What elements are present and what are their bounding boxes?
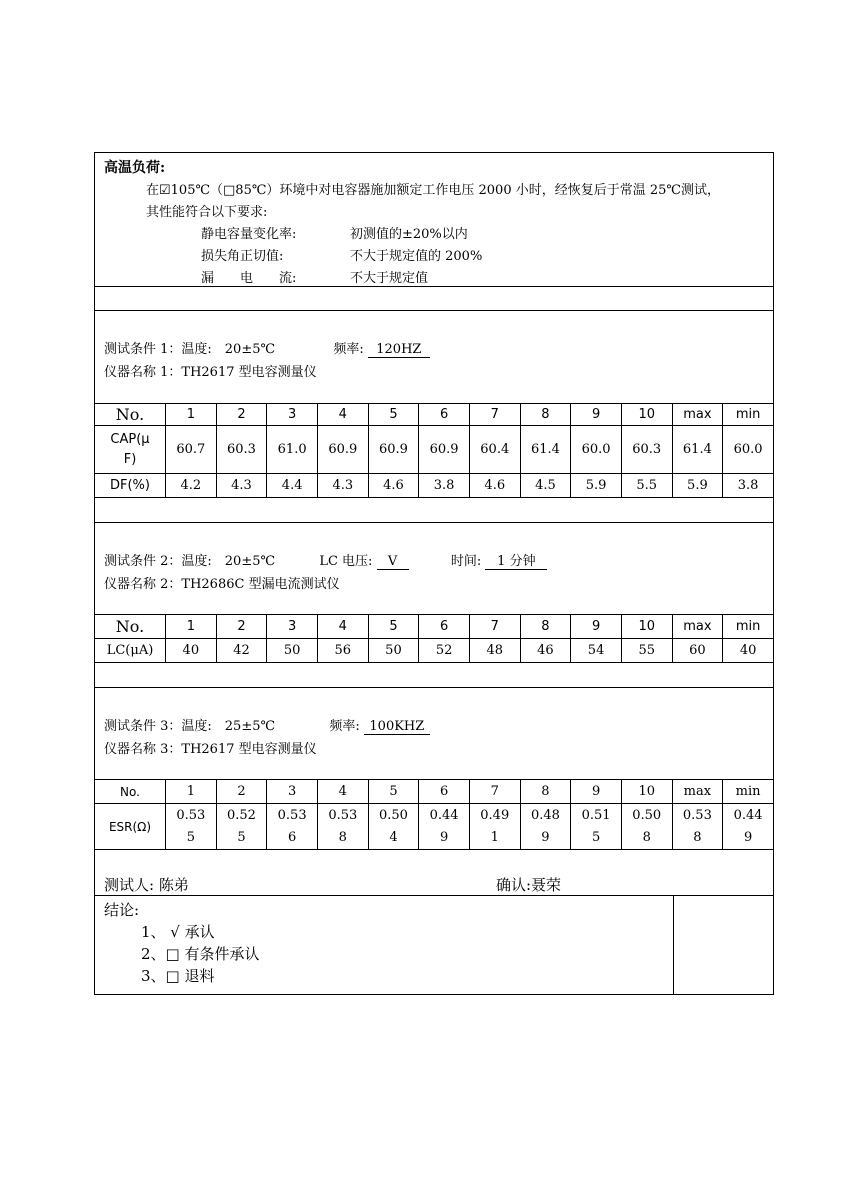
condition-2-lc-voltage: V <box>377 554 409 570</box>
df-cell: 4.6 <box>368 474 419 498</box>
esr-row <box>95 804 774 850</box>
req-df-value: 不大于规定值的 200% <box>350 249 483 264</box>
header-9: 9 <box>571 615 622 639</box>
condition-3-instrument: 仪器名称 3：TH2617 型电容测量仪 <box>104 742 317 757</box>
df-cell: 4.2 <box>166 474 217 498</box>
section-title: 高温负荷: <box>104 160 166 176</box>
confirmer-name: 确认:聂荣 <box>496 876 562 894</box>
lc-cell: 60 <box>672 639 723 663</box>
cap-cell: 60.4 <box>469 426 520 474</box>
lc-cell: 56 <box>317 639 368 663</box>
lc-cell: 54 <box>571 639 622 663</box>
esr-cell: 0.48 9 <box>520 804 571 850</box>
header-max: max <box>672 615 723 639</box>
lc-row <box>95 639 774 663</box>
cap-cell: 60.3 <box>621 426 672 474</box>
header-8: 8 <box>520 615 571 639</box>
lc-cell: 40 <box>166 639 217 663</box>
header-6: 6 <box>419 404 470 426</box>
condition-1-freq-label: 频率: <box>333 342 364 357</box>
header-3: 3 <box>267 615 318 639</box>
condition-3-temp <box>104 715 430 735</box>
header-10: 10 <box>621 615 672 639</box>
conclusion-option-conditional: 2、□ 有条件承认 <box>141 945 260 963</box>
requirement-line-1: 在☑105℃（□85℃）环境中对电容器施加额定工作电压 2000 小时，经恢复后于常温 25℃测试， <box>146 183 720 198</box>
header-2: 2 <box>216 780 267 804</box>
lc-cell: 46 <box>520 639 571 663</box>
header-10: 10 <box>621 780 672 804</box>
condition-1-temp <box>104 338 430 358</box>
req-cap-label: 静电容量变化率: <box>201 227 297 242</box>
df-cell: 5.9 <box>672 474 723 498</box>
table-2-header-row <box>95 615 774 639</box>
header-1: 1 <box>166 404 217 426</box>
header-6: 6 <box>419 780 470 804</box>
df-label: DF(%) <box>95 474 166 498</box>
header-5: 5 <box>368 404 419 426</box>
condition-2-time: 1 分钟 <box>485 550 547 570</box>
test-condition-2 <box>94 522 774 614</box>
df-cell: 5.9 <box>571 474 622 498</box>
header-7: 7 <box>469 780 520 804</box>
cap-cell: 60.0 <box>571 426 622 474</box>
header-4: 4 <box>317 780 368 804</box>
esr-table <box>94 779 774 850</box>
lc-cell: 55 <box>621 639 672 663</box>
condition-3-prefix: 测试条件 3：温度: 25±5℃ <box>104 719 276 734</box>
header-2: 2 <box>216 404 267 426</box>
condition-3-freq-label: 频率: <box>329 719 360 734</box>
header-9: 9 <box>571 780 622 804</box>
header-10: 10 <box>621 404 672 426</box>
header-1: 1 <box>166 615 217 639</box>
spacer-row <box>94 663 774 687</box>
esr-cell: 0.53 8 <box>672 804 723 850</box>
header-max: max <box>672 404 723 426</box>
header-min: min <box>723 615 774 639</box>
test-report-form <box>94 152 774 995</box>
cap-cell: 60.7 <box>166 426 217 474</box>
header-min: min <box>723 404 774 426</box>
req-lc-label: 漏 电 流: <box>201 271 297 286</box>
header-8: 8 <box>520 780 571 804</box>
cap-label: CAP(μ F) <box>95 426 166 474</box>
cap-cell: 61.4 <box>520 426 571 474</box>
tester-name: 测试人: 陈弟 <box>104 876 189 894</box>
header-4: 4 <box>317 615 368 639</box>
header-3: 3 <box>267 780 318 804</box>
lc-cell: 40 <box>723 639 774 663</box>
conclusion-option-approve: 1、 √ 承认 <box>141 923 215 941</box>
condition-2-instrument: 仪器名称 2：TH2686C 型漏电流测试仪 <box>104 577 340 592</box>
condition-1-instrument: 仪器名称 1：TH2617 型电容测量仪 <box>104 365 317 380</box>
header-1: 1 <box>166 780 217 804</box>
header-min: min <box>723 780 774 804</box>
df-row <box>95 474 774 498</box>
esr-cell: 0.51 5 <box>571 804 622 850</box>
cap-cell: 60.0 <box>723 426 774 474</box>
cap-row <box>95 426 774 474</box>
lc-label: LC(μA) <box>95 639 166 663</box>
lc-cell: 50 <box>368 639 419 663</box>
header-4: 4 <box>317 404 368 426</box>
cap-cell: 61.0 <box>267 426 318 474</box>
test-condition-1 <box>94 310 774 403</box>
condition-2-params <box>104 550 547 570</box>
high-temp-load-section <box>94 152 774 286</box>
df-cell: 4.5 <box>520 474 571 498</box>
cap-cell: 60.9 <box>368 426 419 474</box>
df-cell: 5.5 <box>621 474 672 498</box>
esr-cell: 0.50 8 <box>621 804 672 850</box>
esr-label: ESR(Ω) <box>95 804 166 850</box>
cap-cell: 60.9 <box>317 426 368 474</box>
esr-cell: 0.50 4 <box>368 804 419 850</box>
esr-cell: 0.49 1 <box>469 804 520 850</box>
header-no: No. <box>95 780 166 804</box>
header-no: No. <box>95 404 166 426</box>
cap-cell: 60.9 <box>419 426 470 474</box>
esr-cell: 0.53 6 <box>267 804 318 850</box>
df-cell: 4.3 <box>317 474 368 498</box>
req-cap-value: 初测值的±20%以内 <box>350 227 468 242</box>
esr-cell: 0.44 9 <box>723 804 774 850</box>
header-6: 6 <box>419 615 470 639</box>
req-df-label: 损失角正切值: <box>201 249 284 264</box>
req-lc-value: 不大于规定值 <box>350 271 429 286</box>
header-8: 8 <box>520 404 571 426</box>
spacer-row <box>94 498 774 522</box>
condition-2-lc-label: LC 电压: <box>319 554 373 569</box>
condition-1-freq: 120HZ <box>368 342 430 358</box>
header-5: 5 <box>368 615 419 639</box>
condition-2-prefix: 测试条件 2：温度: 20±5℃ <box>104 554 276 569</box>
header-no: No. <box>95 615 166 639</box>
esr-cell: 0.53 8 <box>317 804 368 850</box>
header-2: 2 <box>216 615 267 639</box>
table-1-header-row <box>95 404 774 426</box>
lc-cell: 48 <box>469 639 520 663</box>
requirement-line-2: 其性能符合以下要求: <box>146 205 268 220</box>
esr-cell: 0.53 5 <box>166 804 217 850</box>
lc-cell: 42 <box>216 639 267 663</box>
lc-cell: 52 <box>419 639 470 663</box>
cap-cell: 60.3 <box>216 426 267 474</box>
header-5: 5 <box>368 780 419 804</box>
header-7: 7 <box>469 404 520 426</box>
spacer-row <box>94 286 774 310</box>
header-3: 3 <box>267 404 318 426</box>
df-cell: 4.6 <box>469 474 520 498</box>
df-cell: 4.3 <box>216 474 267 498</box>
conclusion-section <box>94 895 774 995</box>
table-3-header-row <box>95 780 774 804</box>
conclusion-title: 结论: <box>104 901 140 919</box>
esr-cell: 0.52 5 <box>216 804 267 850</box>
df-cell: 4.4 <box>267 474 318 498</box>
condition-1-prefix: 测试条件 1：温度: 20±5℃ <box>104 342 276 357</box>
df-cell: 3.8 <box>419 474 470 498</box>
cap-df-table <box>94 403 774 498</box>
signature-row <box>94 850 774 895</box>
header-max: max <box>672 780 723 804</box>
test-condition-3 <box>94 687 774 779</box>
lc-table <box>94 614 774 663</box>
header-9: 9 <box>571 404 622 426</box>
esr-cell: 0.44 9 <box>419 804 470 850</box>
condition-3-freq: 100KHZ <box>364 719 430 735</box>
conclusion-option-reject: 3、□ 退料 <box>141 967 215 985</box>
conclusion-divider <box>673 896 674 994</box>
condition-2-time-label: 时间: <box>450 554 482 569</box>
lc-cell: 50 <box>267 639 318 663</box>
df-cell: 3.8 <box>723 474 774 498</box>
header-7: 7 <box>469 615 520 639</box>
cap-cell: 61.4 <box>672 426 723 474</box>
